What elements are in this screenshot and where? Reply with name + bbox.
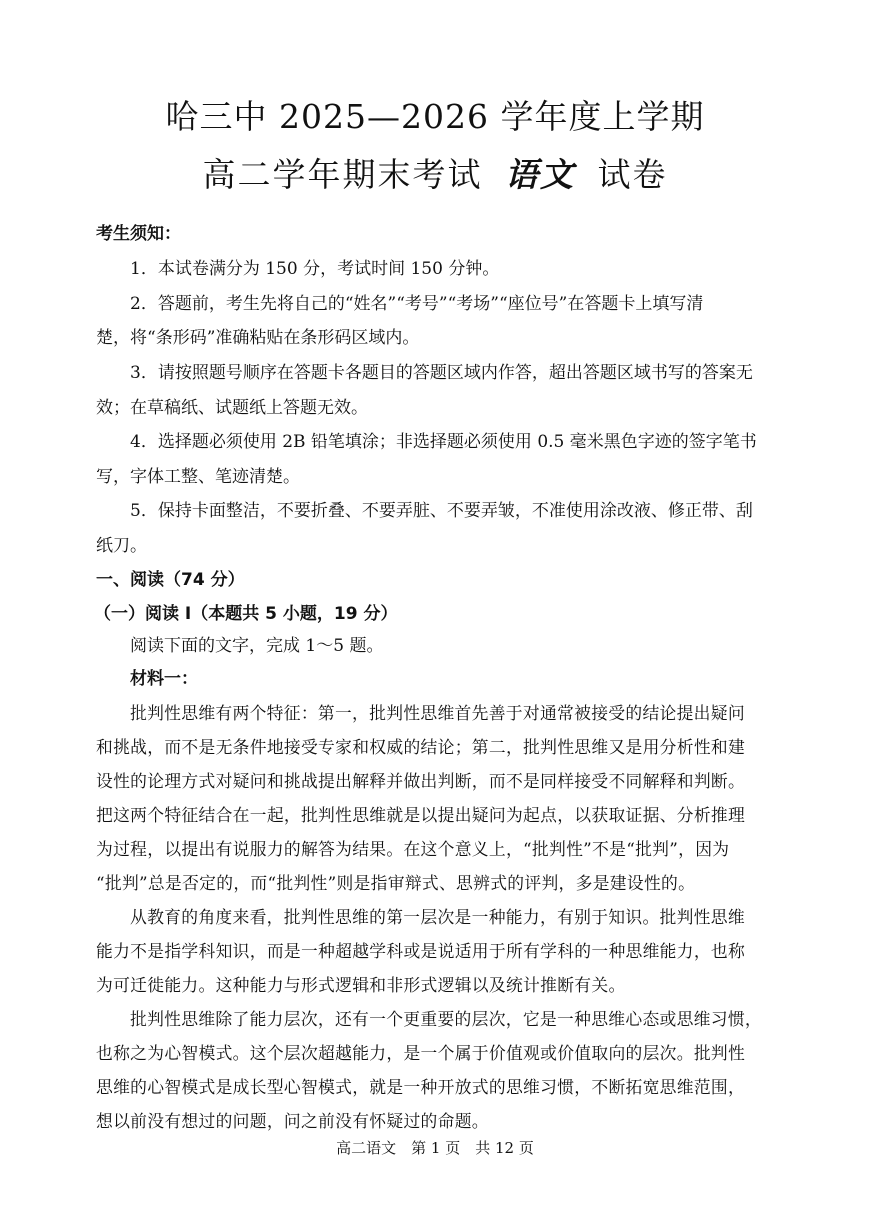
passage-line: 设性的论理方式对疑问和挑战提出解释并做出判断，而不是同样接受不同解释和判断。 <box>96 771 746 791</box>
instruction-line: 4．选择题必须使用 2B 铅笔填涂；非选择题必须使用 0.5 毫米黑色字迹的签字笔书 <box>130 432 757 452</box>
passage-line: “批判”总是否定的，而“批判性”则是指审辩式、思辨式的评判，多是建设性的。 <box>96 873 696 893</box>
passage-line: 把这两个特征结合在一起，批判性思维就是以提出疑问为起点，以获取证据、分析推理 <box>96 805 746 825</box>
material-label: 材料一： <box>130 669 198 689</box>
instructions-heading: 考生须知： <box>96 224 181 244</box>
page-footer: 高二语文 第 1 页 共 12 页 <box>336 1139 534 1157</box>
instruction-line: 3．请按照题号顺序在答题卡各题目的答题区域内作答，超出答题区域书写的答案无 <box>130 363 753 383</box>
passage-line: 批判性思维除了能力层次，还有一个更重要的层次，它是一种思维心态或思维习惯， <box>130 1009 763 1029</box>
section-heading: 一、阅读（74 分） <box>96 570 245 590</box>
exam-title-line2 <box>0 153 870 197</box>
passage-line: 批判性思维有两个特征：第一，批判性思维首先善于对通常被接受的结论提出疑问 <box>130 703 745 723</box>
instruction-line: 效；在草稿纸、试题纸上答题无效。 <box>96 398 368 418</box>
instruction-line: 纸刀。 <box>96 536 147 556</box>
passage-line: 能力不是指学科知识，而是一种超越学科或是说适用于所有学科的一种思维能力，也称 <box>96 941 746 961</box>
exam-subject: 语文 <box>505 155 575 194</box>
passage-line: 和挑战，而不是无条件地接受专家和权威的结论；第二，批判性思维又是用分析性和建 <box>96 737 746 757</box>
exam-title-line2-pre: 高二学年期末考试 <box>202 155 483 194</box>
passage-line: 思维的心智模式是成长型心智模式，就是一种开放式的思维习惯，不断拓宽思维范围， <box>96 1077 746 1097</box>
exam-title-line2-post: 试卷 <box>597 155 668 194</box>
passage-line: 也称之为心智模式。这个层次超越能力，是一个属于价值观或价值取向的层次。批判性 <box>96 1043 746 1063</box>
passage-line: 从教育的角度来看，批判性思维的第一层次是一种能力，有别于知识。批判性思维 <box>130 907 745 927</box>
passage-line: 为可迁徙能力。这种能力与形式逻辑和非形式逻辑以及统计推断有关。 <box>96 975 626 995</box>
section-prompt: 阅读下面的文字，完成 1～5 题。 <box>130 636 384 656</box>
instruction-line: 楚，将“条形码”准确粘贴在条形码区域内。 <box>96 328 420 348</box>
passage-line: 想以前没有想过的问题，问之前没有怀疑过的命题。 <box>96 1111 489 1131</box>
instruction-line: 5．保持卡面整洁，不要折叠、不要弄脏、不要弄皱，不准使用涂改液、修正带、刮 <box>130 501 753 521</box>
instruction-line: 写，字体工整、笔迹清楚。 <box>96 467 300 487</box>
exam-title-line1: 哈三中 2025—2026 学年度上学期 <box>165 97 705 136</box>
section-subheading: （一）阅读 Ⅰ（本题共 5 小题，19 分） <box>94 604 398 624</box>
passage-line: 为过程，以提出有说服力的解答为结果。在这个意义上，“批判性”不是“批判”，因为 <box>96 839 730 859</box>
instruction-line: 2．答题前，考生先将自己的“姓名”“考号”“考场”“座位号”在答题卡上填写清 <box>130 294 704 314</box>
instruction-line: 1．本试卷满分为 150 分，考试时间 150 分钟。 <box>130 259 500 279</box>
